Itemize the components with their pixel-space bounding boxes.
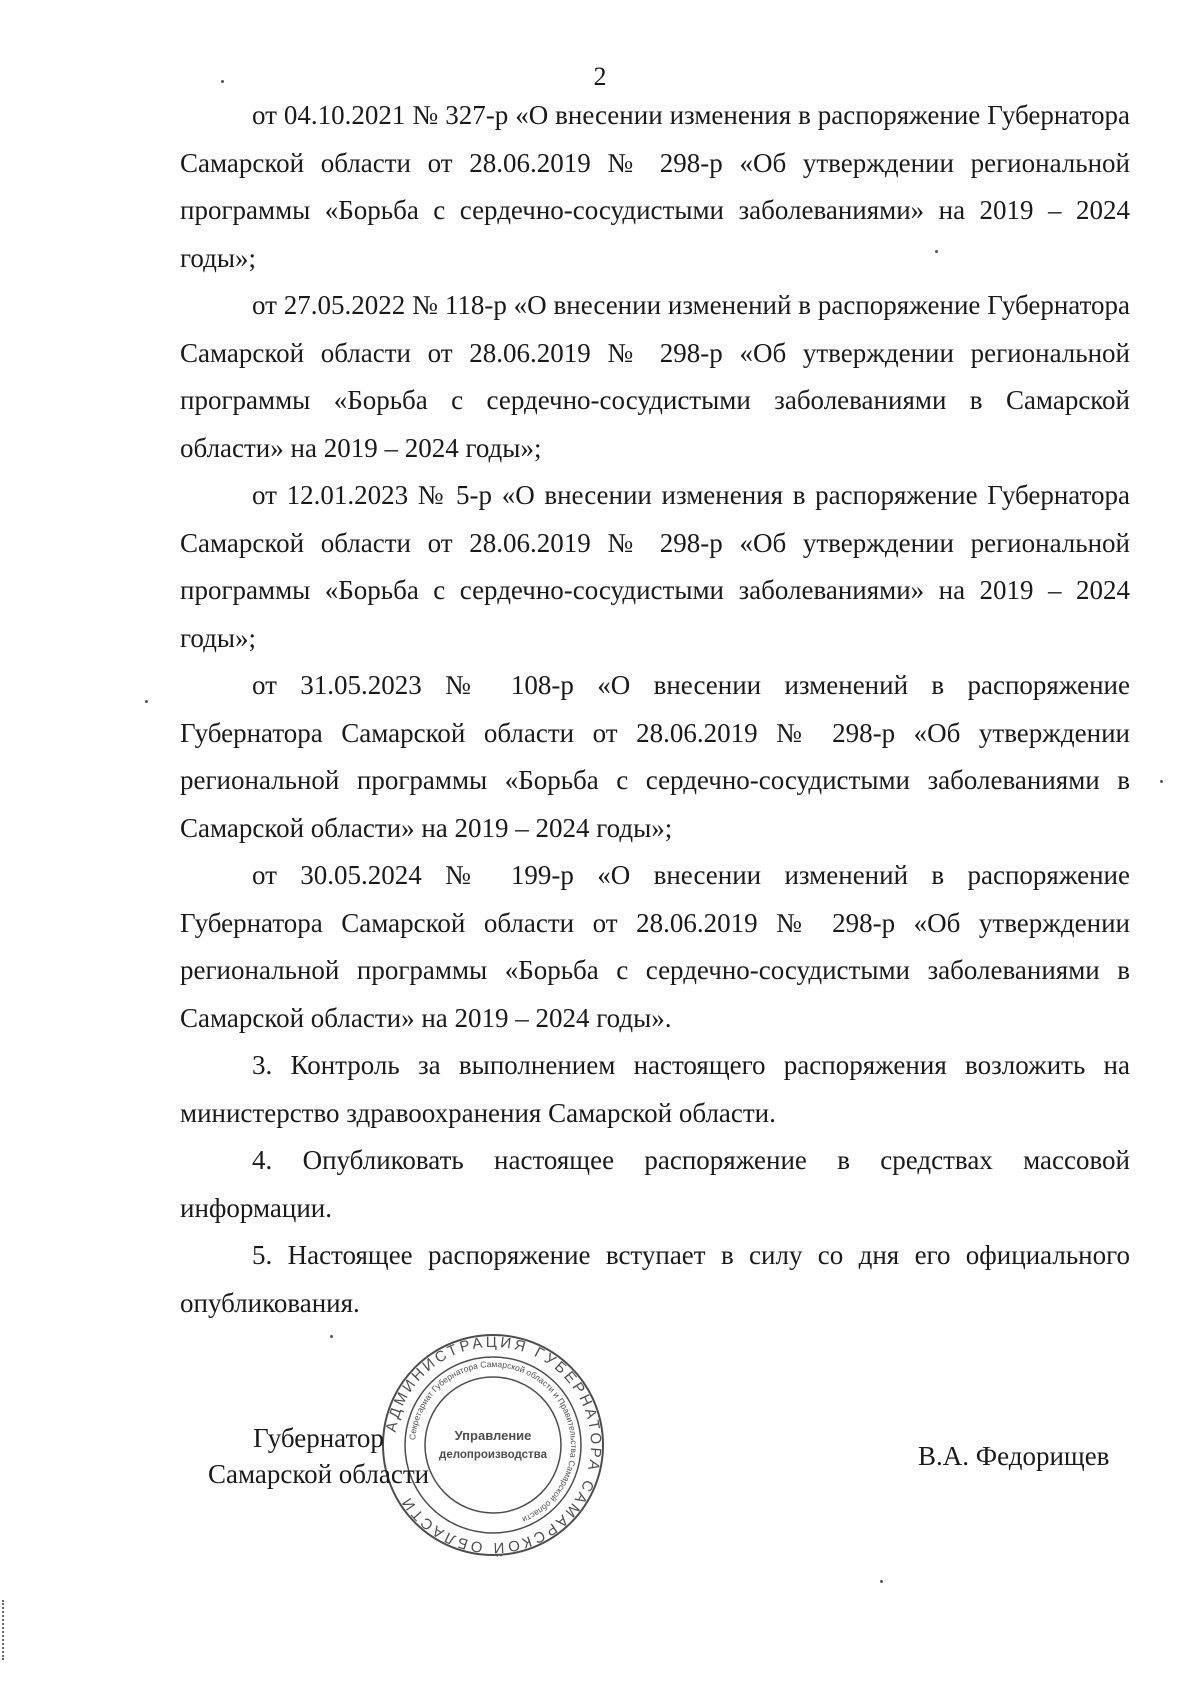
stamp-outer-text: АДМИНИСТРАЦИЯ ГУБЕРНАТОРА САМАРСКОЙ ОБЛАСТИ — [382, 1333, 605, 1557]
amendment-item-2022: от 27.05.2022 № 118-р «О внесении изменений в распоряжение Губернатора Самарской области от 28.06.2019 № 298-р «Об утверждении региональной программы «Борьба с сердечно-сосудистыми заболеваниями в Самарской области» на 2019 – 2024 годы»; — [180, 290, 1130, 463]
page-number: 2 — [593, 62, 607, 91]
amendment-item-2024: от 30.05.2024 № 199-р «О внесении изменений в распоряжение Губернатора Самарской области от 28.06.2019 № 298-р «Об утверждении региональной программы «Борьба с сердечно-сосудистыми заболеваниями в Самарской области» на 2019 – 2024 годы». — [180, 860, 1130, 1033]
scan-speck — [935, 250, 938, 253]
clause-3-control: 3. Контроль за выполнением настоящего распоряжения возложить на министерство здравоохранения Самарской области. — [180, 1050, 1130, 1128]
signatory-name: В.А. Федорищев — [918, 1441, 1110, 1471]
signatory-position-line2: Самарской области — [208, 1459, 430, 1489]
signatory-position — [208, 1420, 429, 1492]
amendment-item-2023-january: от 12.01.2023 № 5-р «О внесении изменения в распоряжение Губернатора Самарской области от 28.06.2019 № 298-р «Об утверждении региональной программы «Борьба с сердечно-сосудистыми заболеваниями» на 2019 – 2024 годы»; — [180, 480, 1130, 653]
clause-5-effective-date: 5. Настоящее распоряжение вступает в силу со дня его официального опубликования. — [180, 1240, 1130, 1318]
stamp-inner-text: Секретариат Губернатора Самарской области и Правительства Самарской области — [407, 1358, 580, 1525]
scan-speck — [1160, 780, 1163, 783]
scan-edge-mark — [2, 1600, 10, 1660]
document-body — [180, 92, 1130, 1327]
scan-speck — [221, 80, 224, 83]
stamp-center-line1: Управление — [454, 1428, 532, 1443]
signature-block — [0, 1420, 1200, 1500]
clause-4-publication: 4. Опубликовать настоящее распоряжение в средствах массовой информации. — [180, 1145, 1130, 1223]
signatory-position-line1: Губернатор — [253, 1423, 384, 1453]
amendment-item-2023-may: от 31.05.2023 № 108-р «О внесении изменений в распоряжение Губернатора Самарской области от 28.06.2019 № 298-р «Об утверждении региональной программы «Борьба с сердечно-сосудистыми заболеваниями в Самарской области» на 2019 – 2024 годы»; — [180, 670, 1130, 843]
scan-speck — [145, 700, 148, 703]
scan-speck — [330, 1335, 333, 1338]
stamp-center-line2: делопроизводства — [439, 1449, 547, 1461]
scan-speck — [880, 1580, 883, 1583]
amendment-item-2021: от 04.10.2021 № 327-р «О внесении изменения в распоряжение Губернатора Самарской области от 28.06.2019 № 298-р «Об утверждении региональной программы «Борьба с сердечно-сосудистыми заболеваниями» на 2019 – 2024 годы»; — [180, 100, 1130, 273]
